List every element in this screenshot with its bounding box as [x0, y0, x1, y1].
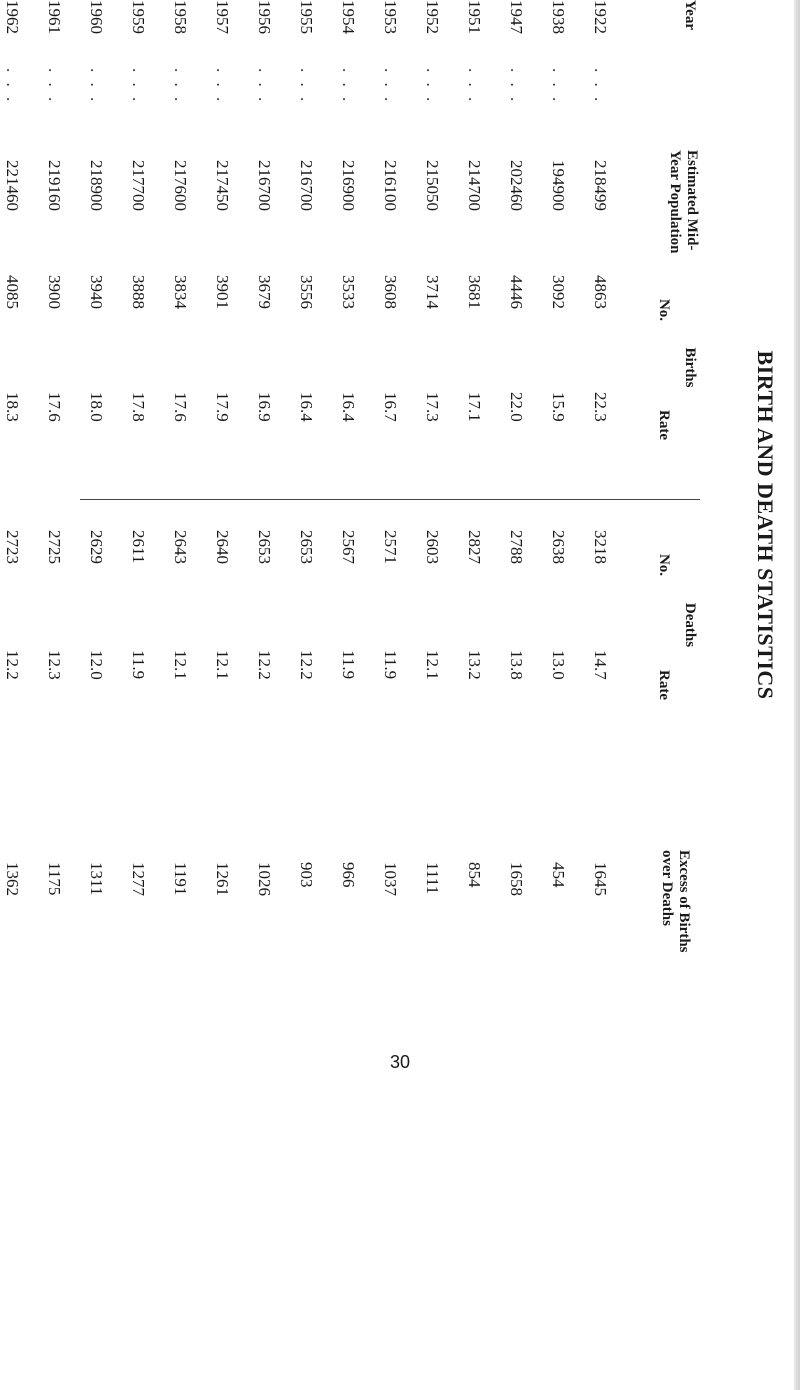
- table-row: [274, 0, 316, 1050]
- cell-population: 202460: [507, 160, 526, 211]
- cell-births-no: 3092: [549, 275, 568, 309]
- cell-births-rate: 22.3: [591, 392, 610, 422]
- cell-population: 215050: [423, 160, 442, 211]
- cell-births-rate: 15.9: [549, 392, 568, 422]
- cell-excess: 1191: [171, 862, 190, 896]
- cell-excess: 1026: [255, 862, 274, 896]
- cell-deaths-rate: 12.3: [45, 650, 64, 680]
- cell-excess: 966: [339, 862, 358, 888]
- cell-births-rate: 18.3: [3, 392, 22, 422]
- cell-year: 1961: [45, 0, 64, 34]
- cell-deaths-rate: 13.2: [465, 650, 484, 680]
- cell-deaths-rate: 12.1: [171, 650, 190, 680]
- cell-year: 1958: [171, 0, 190, 34]
- cell-year: 1952: [423, 0, 442, 34]
- cell-deaths-no: 2653: [297, 530, 316, 564]
- cell-population: 194900: [549, 160, 568, 211]
- cell-year: 1922: [591, 0, 610, 34]
- cell-births-rate: 17.6: [45, 392, 64, 422]
- page-title: BIRTH AND DEATH STATISTICS: [753, 350, 778, 700]
- header-deaths-no: No.: [656, 553, 672, 577]
- cell-year: 1953: [381, 0, 400, 34]
- cell-dots: . . .: [87, 68, 106, 105]
- cell-deaths-no: 2629: [87, 530, 106, 564]
- cell-excess: 1261: [213, 862, 232, 896]
- table-row: [106, 0, 148, 1050]
- cell-deaths-rate: 12.2: [3, 650, 22, 680]
- cell-year: 1959: [129, 0, 148, 34]
- cell-deaths-no: 2643: [171, 530, 190, 564]
- cell-dots: . . .: [465, 68, 484, 105]
- cell-excess: 1645: [591, 862, 610, 896]
- cell-deaths-no: 2567: [339, 530, 358, 564]
- cell-deaths-rate: 14.7: [591, 650, 610, 680]
- cell-dots: . . .: [129, 68, 148, 105]
- table-row: [442, 0, 484, 1050]
- cell-births-no: 3900: [45, 275, 64, 309]
- header-year: Year: [682, 0, 698, 30]
- page-number: 30: [389, 1052, 411, 1072]
- cell-excess: 1175: [45, 862, 64, 896]
- cell-year: 1962: [3, 0, 22, 34]
- cell-deaths-no: 2603: [423, 530, 442, 564]
- cell-births-no: 3714: [423, 275, 442, 309]
- cell-dots: . . .: [297, 68, 316, 105]
- cell-population: 216700: [255, 160, 274, 211]
- header-excess: Excess of Births over Deaths: [659, 850, 692, 953]
- cell-dots: . . .: [255, 68, 274, 105]
- cell-excess: 454: [549, 862, 568, 888]
- cell-births-no: 3888: [129, 275, 148, 309]
- cell-excess: 1311: [87, 862, 106, 896]
- cell-births-no: 4085: [3, 275, 22, 309]
- cell-births-no: 3901: [213, 275, 232, 309]
- cell-deaths-rate: 12.1: [213, 650, 232, 680]
- table-row: [316, 0, 358, 1050]
- cell-dots: . . .: [45, 68, 64, 105]
- cell-excess: 1111: [423, 862, 442, 895]
- cell-deaths-rate: 12.0: [87, 650, 106, 680]
- cell-births-no: 3533: [339, 275, 358, 309]
- cell-births-rate: 17.8: [129, 392, 148, 422]
- cell-population: 218499: [591, 160, 610, 211]
- cell-population: 217700: [129, 160, 148, 211]
- cell-deaths-no: 2723: [3, 530, 22, 564]
- cell-births-rate: 17.9: [213, 392, 232, 422]
- cell-deaths-no: 3218: [591, 530, 610, 564]
- cell-year: 1954: [339, 0, 358, 34]
- cell-deaths-rate: 12.2: [255, 650, 274, 680]
- cell-year: 1951: [465, 0, 484, 34]
- cell-population: 217600: [171, 160, 190, 211]
- header-deaths-rate: Rate: [656, 670, 672, 700]
- cell-births-no: 4446: [507, 275, 526, 309]
- table-row: [22, 0, 64, 1050]
- cell-dots: . . .: [507, 68, 526, 105]
- cell-deaths-rate: 11.9: [129, 650, 148, 680]
- cell-dots: . . .: [423, 68, 442, 105]
- cell-births-rate: 16.4: [339, 392, 358, 422]
- cell-births-rate: 17.1: [465, 392, 484, 422]
- cell-excess: 1362: [3, 862, 22, 896]
- header-births-rate: Rate: [656, 410, 672, 440]
- table-row: [0, 0, 22, 1050]
- cell-year: 1938: [549, 0, 568, 34]
- cell-dots: . . .: [549, 68, 568, 105]
- table-row: [190, 0, 232, 1050]
- cell-year: 1956: [255, 0, 274, 34]
- cell-deaths-no: 2788: [507, 530, 526, 564]
- cell-births-rate: 18.0: [87, 392, 106, 422]
- table-row: [358, 0, 400, 1050]
- cell-year: 1957: [213, 0, 232, 34]
- table-row: [484, 0, 526, 1050]
- cell-deaths-no: 2638: [549, 530, 568, 564]
- cell-births-rate: 16.9: [255, 392, 274, 422]
- cell-dots: . . .: [381, 68, 400, 105]
- table-row: [400, 0, 442, 1050]
- cell-excess: 854: [465, 862, 484, 888]
- cell-deaths-rate: 12.2: [297, 650, 316, 680]
- cell-births-rate: 17.6: [171, 392, 190, 422]
- table-row: [526, 0, 568, 1050]
- cell-population: 216700: [297, 160, 316, 211]
- cell-births-no: 3940: [87, 275, 106, 309]
- cell-births-rate: 22.0: [507, 392, 526, 422]
- cell-dots: . . .: [171, 68, 190, 105]
- cell-dots: . . .: [3, 68, 22, 105]
- cell-deaths-rate: 11.9: [381, 650, 400, 680]
- cell-deaths-no: 2611: [129, 530, 148, 564]
- cell-births-no: 3834: [171, 275, 190, 309]
- cell-deaths-no: 2653: [255, 530, 274, 564]
- cell-births-rate: 16.7: [381, 392, 400, 422]
- cell-dots: . . .: [591, 68, 610, 105]
- cell-births-no: 3679: [255, 275, 274, 309]
- header-deaths: Deaths: [682, 602, 698, 648]
- cell-year: 1947: [507, 0, 526, 34]
- cell-excess: 1277: [129, 862, 148, 896]
- cell-year: 1955: [297, 0, 316, 34]
- table-row: [568, 0, 610, 1050]
- cell-population: 214700: [465, 160, 484, 211]
- cell-population: 216900: [339, 160, 358, 211]
- cell-excess: 1037: [381, 862, 400, 896]
- cell-excess: 903: [297, 862, 316, 888]
- cell-dots: . . .: [339, 68, 358, 105]
- cell-deaths-no: 2827: [465, 530, 484, 564]
- cell-deaths-rate: 13.8: [507, 650, 526, 680]
- cell-deaths-no: 2571: [381, 530, 400, 564]
- cell-births-no: 3608: [381, 275, 400, 309]
- cell-births-no: 3681: [465, 275, 484, 309]
- cell-excess: 1658: [507, 862, 526, 896]
- table-row: [148, 0, 190, 1050]
- cell-population: 219160: [45, 160, 64, 211]
- table-row: [64, 0, 106, 1050]
- header-births: Births: [682, 347, 698, 388]
- cell-deaths-no: 2640: [213, 530, 232, 564]
- cell-population: 216100: [381, 160, 400, 211]
- cell-population: 217450: [213, 160, 232, 211]
- cell-deaths-rate: 12.1: [423, 650, 442, 680]
- header-population: Estimated Mid-Year Population: [667, 150, 700, 254]
- cell-deaths-rate: 11.9: [339, 650, 358, 680]
- cell-births-no: 3556: [297, 275, 316, 309]
- cell-deaths-no: 2725: [45, 530, 64, 564]
- cell-year: 1960: [87, 0, 106, 34]
- cell-dots: . . .: [213, 68, 232, 105]
- cell-population: 218900: [87, 160, 106, 211]
- cell-deaths-rate: 13.0: [549, 650, 568, 680]
- cell-population: 221460: [3, 160, 22, 211]
- cell-births-rate: 17.3: [423, 392, 442, 422]
- table-row: [232, 0, 274, 1050]
- cell-births-no: 4863: [591, 275, 610, 309]
- cell-births-rate: 16.4: [297, 392, 316, 422]
- header-births-no: No.: [656, 298, 672, 322]
